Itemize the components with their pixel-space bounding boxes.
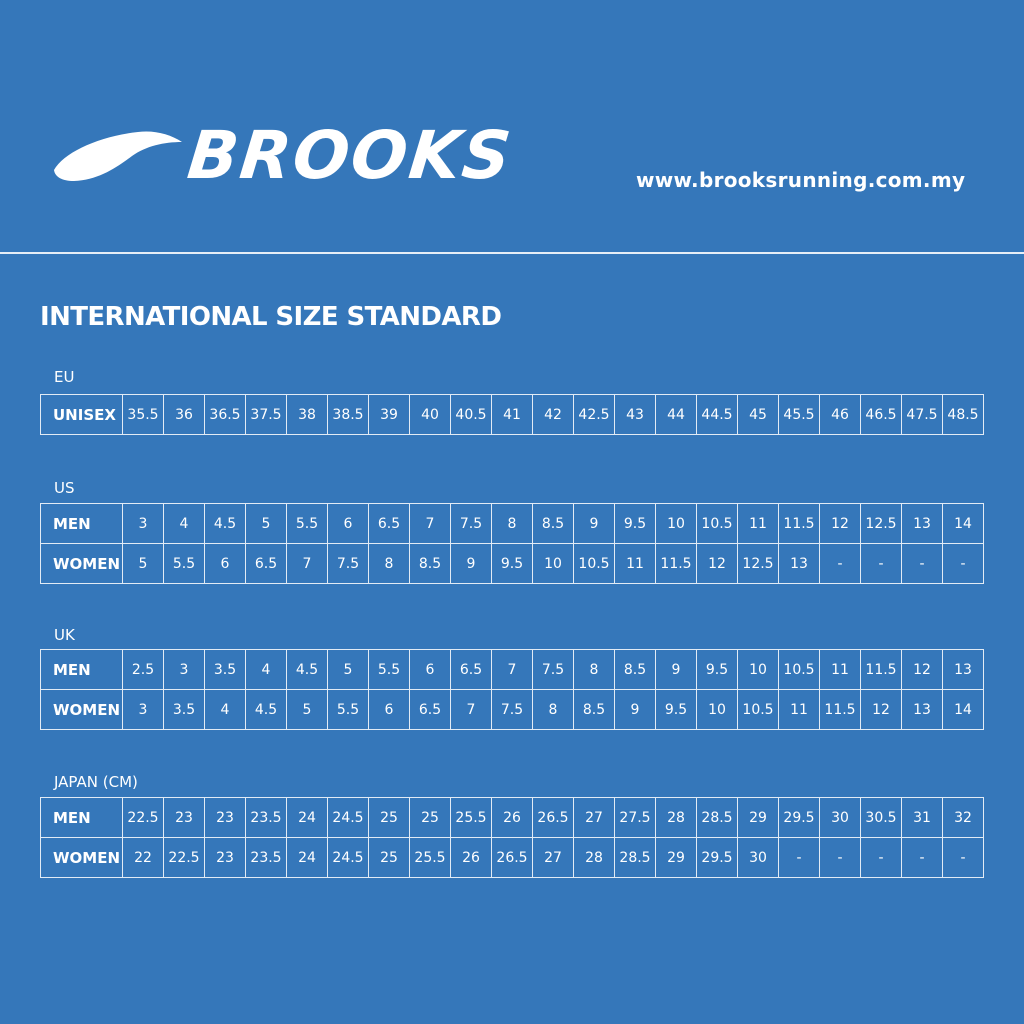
size-cell: 3 xyxy=(164,650,205,690)
size-cell: 10.5 xyxy=(738,690,779,730)
size-cell: 30 xyxy=(820,798,861,838)
size-cell: 28 xyxy=(656,798,697,838)
size-cell: 10 xyxy=(697,690,738,730)
size-cell: 30.5 xyxy=(861,798,902,838)
size-cell: 22.5 xyxy=(123,798,164,838)
size-cell: 10 xyxy=(738,650,779,690)
size-cell: 31 xyxy=(902,798,943,838)
size-cell: 12.5 xyxy=(861,504,902,544)
size-cell: 30 xyxy=(738,838,779,878)
size-cell: 41 xyxy=(492,395,533,435)
size-cell: 11.5 xyxy=(861,650,902,690)
size-cell: 10 xyxy=(656,504,697,544)
size-cell: 25.5 xyxy=(451,798,492,838)
size-cell: - xyxy=(861,838,902,878)
size-cell: 11.5 xyxy=(656,544,697,584)
size-cell: 6 xyxy=(410,650,451,690)
brooks-swoosh-icon xyxy=(52,126,184,186)
size-cell: 29 xyxy=(738,798,779,838)
size-cell: 11.5 xyxy=(779,504,820,544)
size-cell: 7 xyxy=(287,544,328,584)
size-cell: 23 xyxy=(205,838,246,878)
size-cell: 10.5 xyxy=(779,650,820,690)
size-cell: 40 xyxy=(410,395,451,435)
table-row xyxy=(41,544,984,584)
size-cell: 6 xyxy=(205,544,246,584)
size-cell: 12 xyxy=(902,650,943,690)
size-cell: 5 xyxy=(328,650,369,690)
size-cell: 46 xyxy=(820,395,861,435)
size-cell: 38 xyxy=(287,395,328,435)
size-cell: 9.5 xyxy=(656,690,697,730)
size-cell: 26.5 xyxy=(533,798,574,838)
size-cell: 24.5 xyxy=(328,798,369,838)
size-cell: 22.5 xyxy=(164,838,205,878)
size-cell: 25 xyxy=(369,798,410,838)
size-cell: 12.5 xyxy=(738,544,779,584)
size-cell: 22 xyxy=(123,838,164,878)
size-cell: 11 xyxy=(779,690,820,730)
section-label-eu: EU xyxy=(54,368,75,386)
size-cell: 29 xyxy=(656,838,697,878)
size-cell: 26.5 xyxy=(492,838,533,878)
size-cell: 37.5 xyxy=(246,395,287,435)
size-cell: - xyxy=(943,838,984,878)
size-cell: 11.5 xyxy=(820,690,861,730)
japan-size-table xyxy=(40,797,984,878)
size-cell: 2.5 xyxy=(123,650,164,690)
size-cell: 43 xyxy=(615,395,656,435)
page-title: INTERNATIONAL SIZE STANDARD xyxy=(40,302,502,332)
size-cell: 9 xyxy=(656,650,697,690)
table-row xyxy=(41,690,984,730)
size-cell: 36 xyxy=(164,395,205,435)
size-cell: 3.5 xyxy=(205,650,246,690)
size-cell: 8.5 xyxy=(410,544,451,584)
size-cell: 23.5 xyxy=(246,798,287,838)
size-cell: 6 xyxy=(369,690,410,730)
row-label: MEN xyxy=(41,798,123,838)
size-cell: 9.5 xyxy=(492,544,533,584)
size-cell: 26 xyxy=(492,798,533,838)
size-cell: 4 xyxy=(205,690,246,730)
size-cell: 9.5 xyxy=(697,650,738,690)
size-cell: 8 xyxy=(574,650,615,690)
size-cell: 39 xyxy=(369,395,410,435)
size-cell: 13 xyxy=(943,650,984,690)
row-label: MEN xyxy=(41,504,123,544)
size-cell: 11 xyxy=(820,650,861,690)
size-cell: 40.5 xyxy=(451,395,492,435)
size-cell: 6.5 xyxy=(410,690,451,730)
table-row xyxy=(41,838,984,878)
size-cell: 5.5 xyxy=(328,690,369,730)
row-label: UNISEX xyxy=(41,395,123,435)
size-cell: 4 xyxy=(164,504,205,544)
size-cell: 10 xyxy=(533,544,574,584)
size-cell: 36.5 xyxy=(205,395,246,435)
table-row xyxy=(41,395,984,435)
size-cell: 28.5 xyxy=(697,798,738,838)
row-label: MEN xyxy=(41,650,123,690)
size-cell: 7 xyxy=(451,690,492,730)
size-cell: 9 xyxy=(451,544,492,584)
size-cell: 38.5 xyxy=(328,395,369,435)
size-cell: 7.5 xyxy=(533,650,574,690)
size-cell: 9 xyxy=(574,504,615,544)
size-cell: 6.5 xyxy=(246,544,287,584)
size-cell: 46.5 xyxy=(861,395,902,435)
size-cell: - xyxy=(861,544,902,584)
size-cell: 7 xyxy=(410,504,451,544)
size-cell: 44 xyxy=(656,395,697,435)
size-cell: 23 xyxy=(205,798,246,838)
size-cell: 5 xyxy=(123,544,164,584)
size-cell: 5.5 xyxy=(287,504,328,544)
size-cell: 27.5 xyxy=(615,798,656,838)
table-row xyxy=(41,798,984,838)
size-cell: 13 xyxy=(779,544,820,584)
brand-logo: BROOKS xyxy=(184,117,517,194)
size-cell: 10.5 xyxy=(574,544,615,584)
size-cell: 25 xyxy=(369,838,410,878)
size-cell: 12 xyxy=(697,544,738,584)
row-label: WOMEN xyxy=(41,838,123,878)
us-size-table xyxy=(40,503,984,584)
size-cell: - xyxy=(820,838,861,878)
size-cell: 13 xyxy=(902,690,943,730)
size-cell: - xyxy=(943,544,984,584)
size-cell: 9 xyxy=(615,690,656,730)
size-cell: 25 xyxy=(410,798,451,838)
size-cell: 8 xyxy=(369,544,410,584)
size-cell: 32 xyxy=(943,798,984,838)
header-divider xyxy=(0,252,1024,254)
size-cell: 47.5 xyxy=(902,395,943,435)
size-cell: 45 xyxy=(738,395,779,435)
size-cell: 25.5 xyxy=(410,838,451,878)
size-cell: 44.5 xyxy=(697,395,738,435)
size-cell: 5.5 xyxy=(164,544,205,584)
size-cell: 4.5 xyxy=(205,504,246,544)
size-cell: 24 xyxy=(287,798,328,838)
size-cell: 14 xyxy=(943,690,984,730)
size-cell: 8.5 xyxy=(533,504,574,544)
size-cell: 6.5 xyxy=(451,650,492,690)
size-cell: 8.5 xyxy=(574,690,615,730)
size-cell: 10.5 xyxy=(697,504,738,544)
size-cell: 6.5 xyxy=(369,504,410,544)
size-cell: 35.5 xyxy=(123,395,164,435)
size-cell: 12 xyxy=(861,690,902,730)
size-cell: 5.5 xyxy=(369,650,410,690)
size-cell: 8 xyxy=(492,504,533,544)
size-cell: 4.5 xyxy=(287,650,328,690)
eu-size-table xyxy=(40,394,984,435)
size-cell: 42.5 xyxy=(574,395,615,435)
size-cell: 8.5 xyxy=(615,650,656,690)
size-cell: - xyxy=(902,544,943,584)
size-cell: 29.5 xyxy=(779,798,820,838)
section-label-us: US xyxy=(54,479,75,497)
row-label: WOMEN xyxy=(41,544,123,584)
row-label: WOMEN xyxy=(41,690,123,730)
size-cell: 26 xyxy=(451,838,492,878)
size-cell: 7.5 xyxy=(328,544,369,584)
size-cell: 14 xyxy=(943,504,984,544)
size-cell: 5 xyxy=(287,690,328,730)
table-row xyxy=(41,650,984,690)
table-row xyxy=(41,504,984,544)
size-cell: 3.5 xyxy=(164,690,205,730)
section-label-japan: JAPAN (CM) xyxy=(54,773,138,791)
size-cell: 42 xyxy=(533,395,574,435)
size-cell: 12 xyxy=(820,504,861,544)
size-cell: 7 xyxy=(492,650,533,690)
size-cell: 13 xyxy=(902,504,943,544)
header xyxy=(0,0,1024,252)
size-cell: 4 xyxy=(246,650,287,690)
section-label-uk: UK xyxy=(54,626,75,644)
size-cell: 23 xyxy=(164,798,205,838)
size-cell: 4.5 xyxy=(246,690,287,730)
size-cell: 27 xyxy=(533,838,574,878)
size-cell: 7.5 xyxy=(492,690,533,730)
size-cell: - xyxy=(779,838,820,878)
size-cell: 28.5 xyxy=(615,838,656,878)
size-cell: 27 xyxy=(574,798,615,838)
size-cell: 3 xyxy=(123,690,164,730)
size-cell: 48.5 xyxy=(943,395,984,435)
size-cell: 6 xyxy=(328,504,369,544)
website-url[interactable]: www.brooksrunning.com.my xyxy=(636,168,966,192)
size-cell: 24 xyxy=(287,838,328,878)
size-cell: 5 xyxy=(246,504,287,544)
size-cell: - xyxy=(820,544,861,584)
size-cell: 24.5 xyxy=(328,838,369,878)
size-cell: 3 xyxy=(123,504,164,544)
size-cell: 28 xyxy=(574,838,615,878)
size-cell: 11 xyxy=(738,504,779,544)
size-cell: 9.5 xyxy=(615,504,656,544)
uk-size-table xyxy=(40,649,984,730)
size-cell: - xyxy=(902,838,943,878)
size-cell: 29.5 xyxy=(697,838,738,878)
size-cell: 45.5 xyxy=(779,395,820,435)
size-cell: 7.5 xyxy=(451,504,492,544)
size-cell: 8 xyxy=(533,690,574,730)
size-cell: 11 xyxy=(615,544,656,584)
size-cell: 23.5 xyxy=(246,838,287,878)
